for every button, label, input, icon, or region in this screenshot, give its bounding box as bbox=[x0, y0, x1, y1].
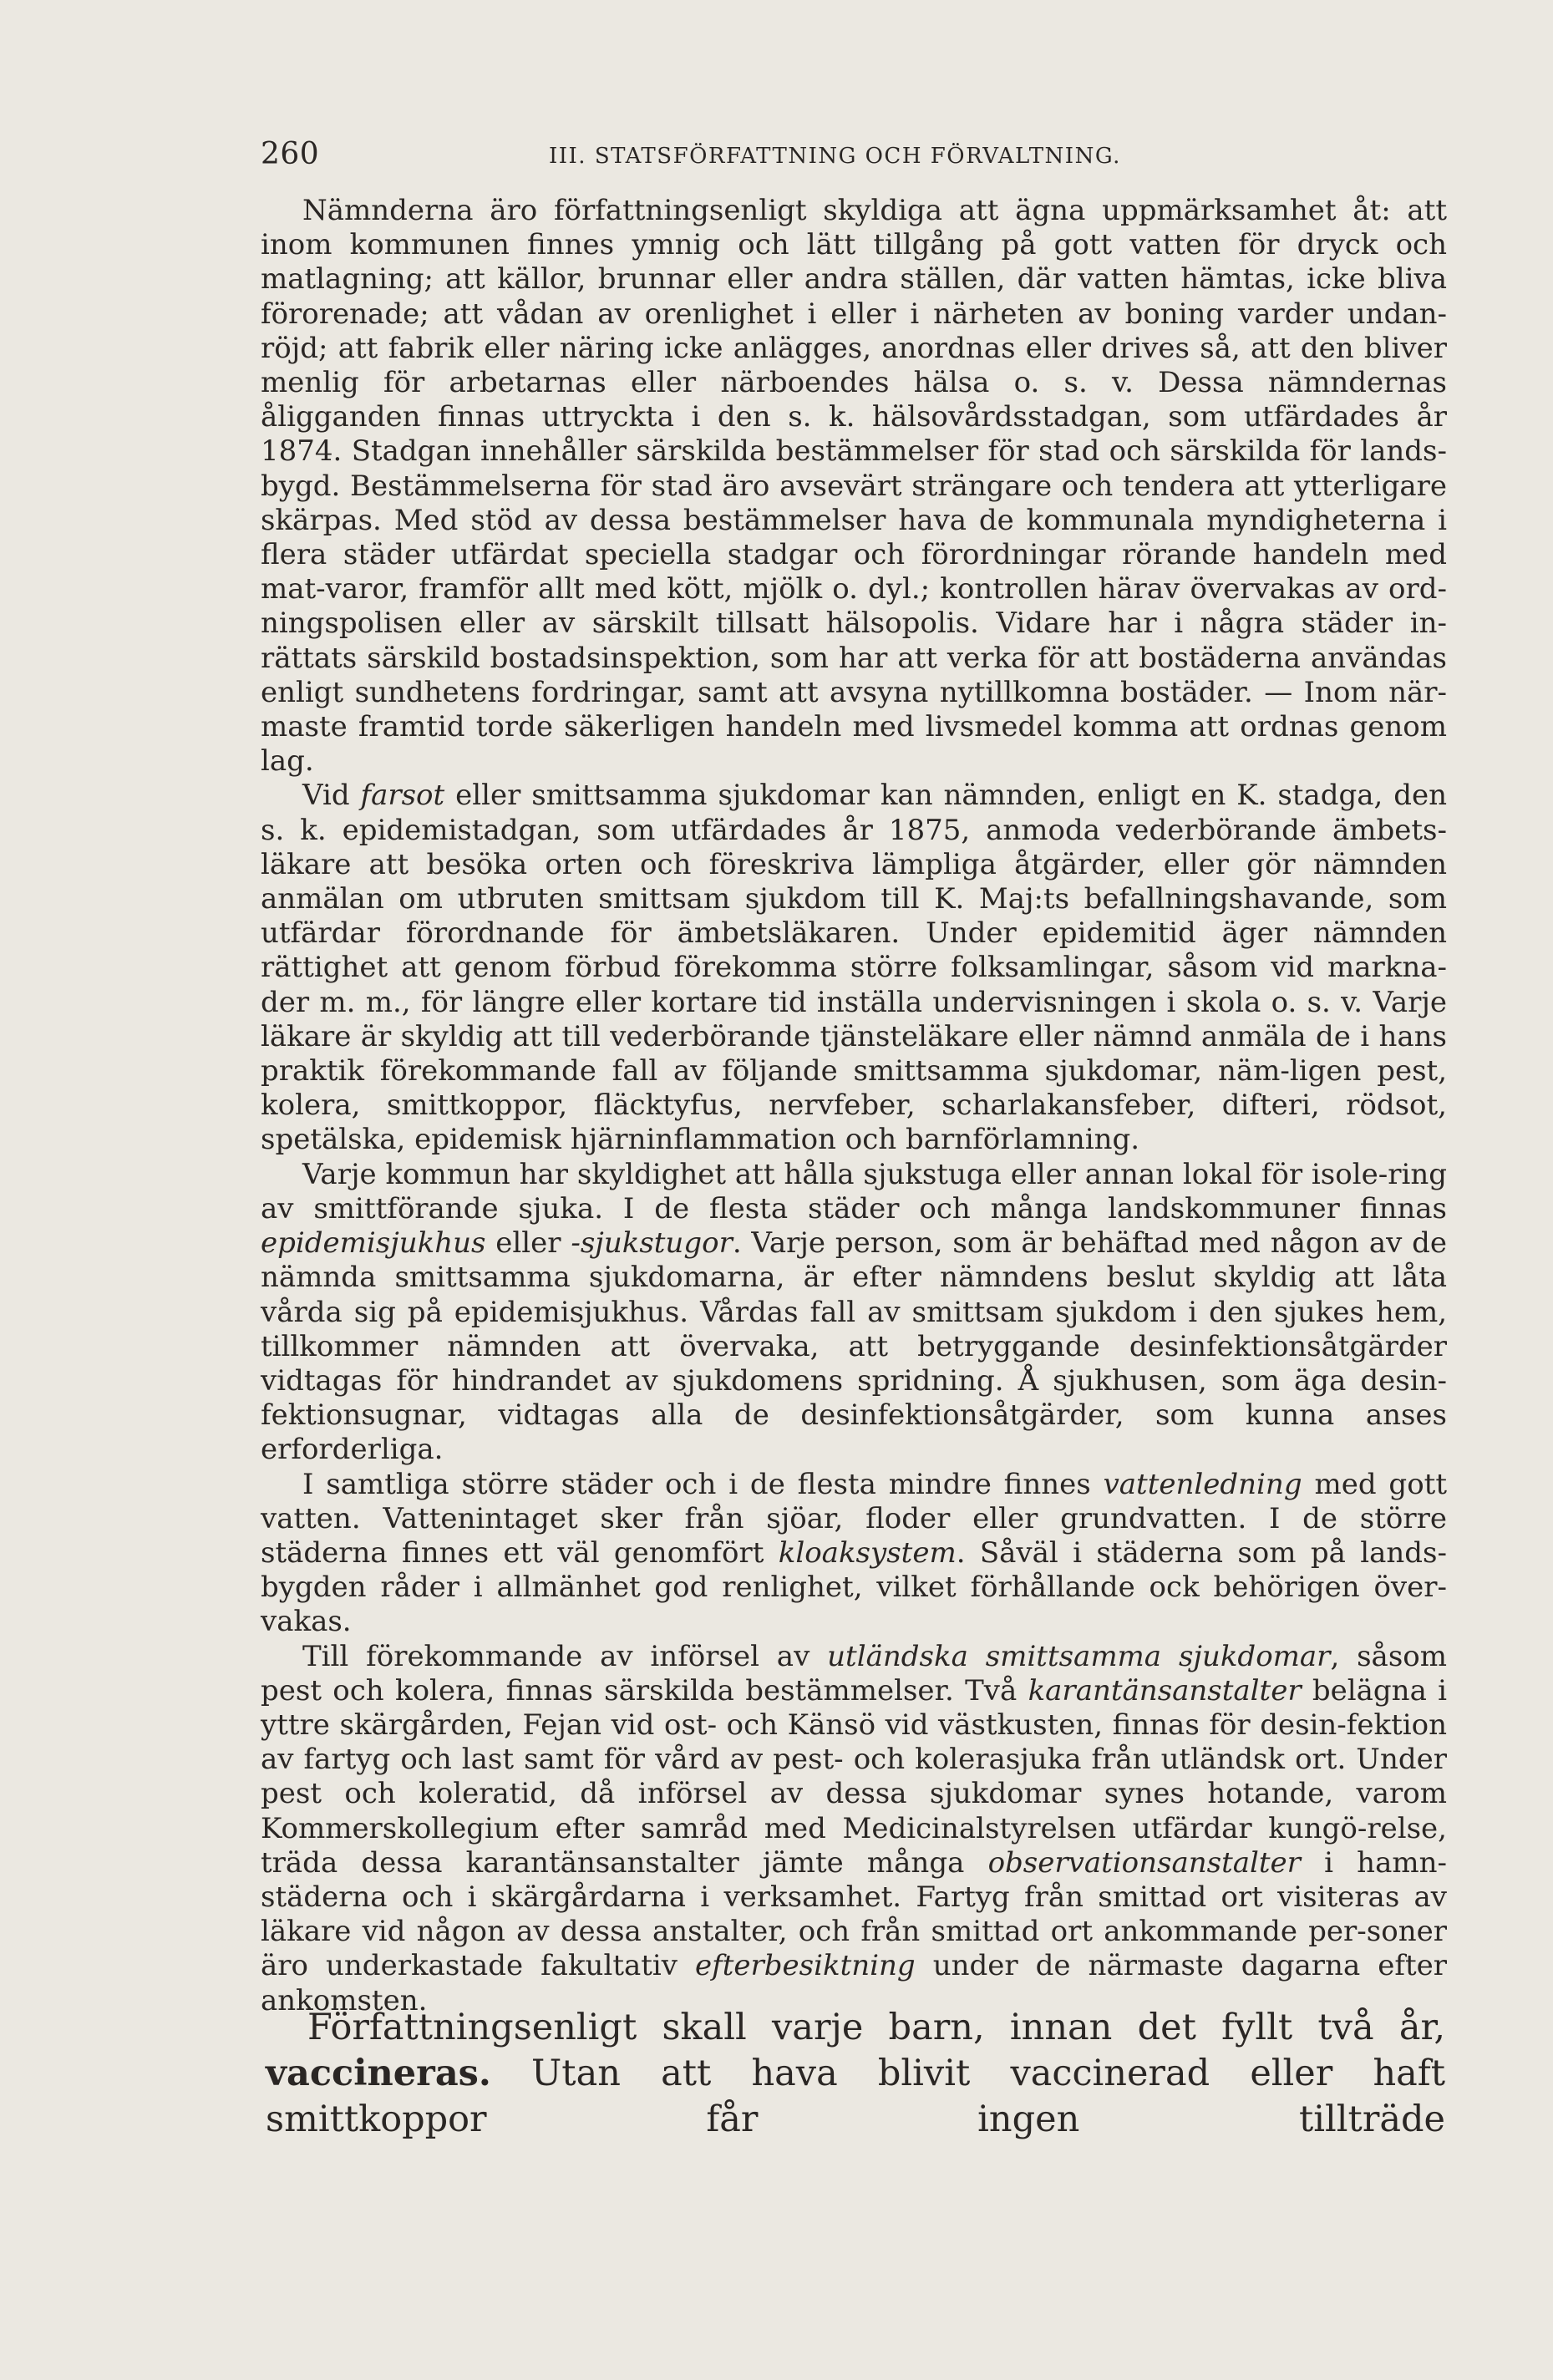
italic-term: observationsanstalter bbox=[987, 1845, 1301, 1880]
paragraph-quarantine bbox=[261, 1640, 1447, 2018]
body-text bbox=[261, 194, 1447, 2018]
text-run: under de närmaste dagarna efter ankomsten. bbox=[261, 1949, 1447, 2017]
running-head: III. STATSFÖRFATTNING OCH FÖRVALTNING. bbox=[549, 144, 1121, 169]
text-run: . Varje person, som är behäftad med någon av de nämnda smittsamma sjukdomarna, är efter nämndens beslut skyldig att låta vårda sig på epidemisjukhus. Vårdas fall av smittsam sjukdom i den sjukes hem, tillkommer nämnden att övervaka, att betryggande desinfektionsåtgärder vidtagas för hindrandet av sjukdomens spridning. Å sjukhusen, som äga desin-fektionsugnar, vidtagas alla de desinfektionsåtgärder, som kunna anses erforderliga. bbox=[261, 1226, 1448, 1467]
paragraph-epidemics bbox=[261, 779, 1447, 1157]
text-run: Utan att hava blivit vaccinerad eller haft smittkoppor får ingen tillträde bbox=[266, 2053, 1445, 2140]
italic-term: kloaksystem bbox=[778, 1535, 957, 1570]
text-run: I samtliga större städer och i de flesta mindre finnes bbox=[302, 1467, 1104, 1501]
bold-term: vaccineras. bbox=[266, 2053, 491, 2094]
italic-term: epidemisjukhus bbox=[261, 1226, 486, 1261]
page-header bbox=[261, 134, 1447, 175]
italic-term: farsot bbox=[360, 779, 445, 813]
text-run: eller smittsamma sjukdomar kan nämnden, enligt en K. stadga, den s. k. epidemistadgan, som utfärdades år 1875, anmoda vederbörande ämbets-läkare att besöka orten och föreskriva lämpliga åtgärder, eller gör nämnden anmälan om utbruten smittsam sjukdom till K. Maj:ts befallningshavande, som utfärdar förordnande för ämbetsläkaren. Under epidemitid äger nämnden rättighet att genom förbud förekomma större folksamlingar, såsom vid markna-der m. m., för längre eller kortare tid inställa undervisningen i skola o. s. v. Varje läkare är skyldig att till vederbörande tjänsteläkare eller nämnd anmäla de i hans praktik förekommande fall av följande smittsamma sjukdomar, näm-ligen pest, kolera, smittkoppor, fläcktyfus, nervfeber, scharlakansfeber, difteri, rödsot, spetälska, epidemisk hjärninflammation och barnförlamning. bbox=[261, 779, 1447, 1157]
italic-term: -sjukstugor bbox=[571, 1226, 733, 1261]
text-run: belägna i yttre skärgården, Fejan vid ost- och Känsö vid västkusten, finnas för desin-fektion av fartyg och last samt för vård av pest- och kolerasjuka från utländsk ort. Under pest och koleratid, då införsel av dessa sjukdomar synes hotande, varom Kommerskollegium efter samråd med Medicinalstyrelsen utfärdar kungö-relse, träda dessa karantänsanstalter jämte många bbox=[261, 1673, 1448, 1880]
page-number: 260 bbox=[261, 137, 320, 171]
paragraph-hygiene-duties bbox=[261, 194, 1447, 779]
italic-term: vattenledning bbox=[1103, 1467, 1302, 1501]
text-run: med gott vatten. Vattenintaget sker från sjöar, floder eller grundvatten. I de större städerna finnes ett väl genomfört bbox=[261, 1467, 1447, 1570]
text-run: , såsom pest och kolera, finnas särskilda bestämmelser. Två bbox=[261, 1639, 1447, 1708]
text-run: i hamn-städerna och i skärgårdarna i verksamhet. Fartyg från smittad ort visiteras av läkare vid någon av dessa anstalter, och från smittad ort ankommande per-soner äro underkastade fakultativ bbox=[261, 1845, 1447, 1983]
text-run: Vid bbox=[302, 779, 361, 813]
vaccination-paragraph bbox=[266, 2005, 1445, 2143]
paragraph-vaccination bbox=[266, 2005, 1445, 2143]
italic-term: utländska smittsamma sjukdomar bbox=[827, 1639, 1331, 1673]
paragraph-water-sewerage bbox=[261, 1468, 1447, 1640]
text-run: eller bbox=[485, 1226, 571, 1261]
text-run: Till förekommande av införsel av bbox=[302, 1639, 828, 1673]
text-run: Nämnderna äro författningsenligt skyldiga att ägna uppmärksamhet åt: att inom kommunen finnes ymnig och lätt tillgång på gott vatten för dryck och matlagning; att källor, brunnar eller andra ställen, där vatten hämtas, icke bliva förorenade; att vådan av orenlighet i eller i närheten av boning varder undan-röjd; att fabrik eller näring icke anlägges, anordnas eller drives så, att den bliver menlig för arbetarnas eller närboendes hälsa o. s. v. Dessa nämndernas åligganden finnas uttryckta i den s. k. hälsovårdsstadgan, som utfärdades år 1874. Stadgan innehåller särskilda bestämmelser för stad och särskilda för lands-bygd. Bestämmelserna för stad äro avsevärt strängare och tendera att ytterligare skärpas. Med stöd av dessa bestämmelser hava de kommunala myndigheterna i flera städer utfärdat speciella stadgar och förordningar rörande handeln med mat-varor, framför allt med kött, mjölk o. dyl.; kontrollen härav övervakas av ord-ningspolisen eller av särskilt tillsatt hälsopolis. Vidare har i några städer in-rättats särskild bostadsinspektion, som har att verka för att bostäderna användas enligt sundhetens fordringar, samt att avsyna nytillkomna bostäder. — Inom när-maste framtid torde säkerligen handeln med livsmedel komma att ordnas genom lag. bbox=[261, 194, 1447, 779]
text-run: Författningsenligt skall varje barn, innan det fyllt två år, bbox=[307, 2007, 1445, 2048]
italic-term: efterbesiktning bbox=[695, 1949, 916, 1983]
paragraph-isolation bbox=[261, 1158, 1447, 1468]
text-run: Varje kommun har skyldighet att hålla sjukstuga eller annan lokal för isole-ring av smittförande sjuka. I de flesta städer och många landskommuner finnas bbox=[261, 1157, 1447, 1226]
text-run: . Såväl i städerna som på lands-bygden råder i allmänhet god renlighet, vilket förhållande ock behörigen över-vakas. bbox=[261, 1535, 1447, 1639]
italic-term: karantänsanstalter bbox=[1028, 1673, 1302, 1708]
